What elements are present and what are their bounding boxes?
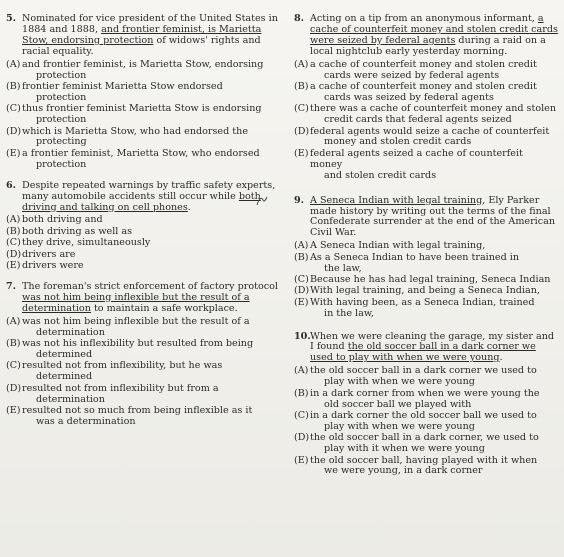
choice-letter: (D) [6, 125, 22, 137]
choice-letter: (B) [294, 387, 309, 399]
choice-text: cards were seized by federal agents [324, 69, 500, 81]
question-number: 6. [6, 179, 17, 191]
choice-text: play with when we were young [324, 376, 475, 388]
answer-choice-d[interactable] [294, 286, 558, 297]
choice-text: was not him being inflexible but the result of a [22, 315, 250, 327]
question-stem [310, 196, 558, 240]
question-9 [294, 196, 558, 320]
choice-letter: (B) [6, 337, 21, 349]
choice-text: in a dark corner the old soccer ball we used to [310, 409, 537, 421]
stem-text: When we were cleaning the garage, my sister and I found [310, 330, 555, 353]
choice-text: As a Seneca Indian to have been trained in [310, 251, 520, 263]
choice-letter: (E) [294, 454, 309, 466]
choice-text: With legal training, and being a Seneca Indian, [310, 285, 540, 297]
question-number: 10. [294, 330, 311, 342]
choice-letter: (A) [294, 365, 309, 377]
underlined-portion: a cache of counterfeit money and stolen credit cards were seized by federal agents [310, 13, 558, 46]
answer-choice-b[interactable] [294, 253, 558, 275]
answer-choice-b[interactable] [294, 389, 558, 411]
choice-text: Because he has had legal training, Seneca Indian [310, 273, 551, 285]
stem-text: during a raid on a local nightclub early yesterday morning. [310, 34, 546, 57]
choice-text: a cache of counterfeit money and stolen credit [310, 58, 537, 70]
choice-letter: (C) [294, 409, 309, 421]
choice-text: the old soccer ball, having played with it when [310, 454, 538, 466]
choice-letter: (D) [294, 285, 310, 297]
underlined-portion: the old soccer ball in a dark corner we used to play with when we were young [310, 341, 536, 364]
choice-text: money and stolen credit cards [324, 136, 472, 148]
answer-choice-a[interactable] [6, 317, 284, 339]
choice-text: we were young, in a dark corner [324, 465, 483, 477]
choice-text: in a dark corner from when we were young the [310, 387, 540, 399]
answer-choice-e[interactable] [6, 149, 284, 171]
question-5 [6, 14, 284, 171]
choice-text: resulted not from inflexibility but from a [22, 382, 219, 394]
question-stem [22, 14, 284, 58]
answer-choice-d[interactable] [6, 384, 284, 406]
choice-text: protection [36, 69, 87, 81]
stem-text: Despite repeated warnings by traffic safety experts, many automobile accidents still occur while [22, 179, 276, 202]
choice-letter: (B) [6, 80, 21, 92]
underlined-portion: and frontier feminist, is Marietta Stow, endorsing protection [22, 23, 262, 46]
underlined-portion: A Seneca Indian with legal training [310, 194, 483, 206]
choice-text: protection [36, 91, 87, 103]
answer-choice-b[interactable] [6, 227, 284, 238]
right-column [294, 14, 558, 486]
question-6 [6, 181, 284, 272]
answer-choice-a[interactable] [294, 366, 558, 388]
choice-text: determined [36, 371, 93, 383]
answer-choice-e[interactable] [6, 406, 284, 428]
choice-text: they drive, simultaneously [22, 237, 151, 249]
answer-choice-c[interactable] [6, 104, 284, 126]
answer-choice-c[interactable] [294, 104, 558, 126]
answer-choice-b[interactable] [6, 339, 284, 361]
choice-text: and frontier feminist, is Marietta Stow, endorsing [22, 58, 264, 70]
answer-choice-c[interactable] [6, 238, 284, 249]
choice-text: which is Marietta Stow, who had endorsed the [22, 125, 249, 137]
answer-choices [294, 60, 558, 182]
choice-letter: (D) [294, 432, 310, 444]
choice-text: thus frontier feminist Marietta Stow is endorsing [22, 103, 262, 115]
choice-letter: (C) [294, 103, 309, 115]
choice-letter: (C) [294, 273, 309, 285]
answer-choice-a[interactable] [6, 60, 284, 82]
answer-choices [6, 215, 284, 272]
choice-text: credit cards that federal agents seized [324, 114, 512, 126]
answer-choice-b[interactable] [6, 82, 284, 104]
choice-letter: (A) [6, 315, 21, 327]
choice-text: frontier feminist Marietta Stow endorsed [22, 80, 223, 92]
choice-letter: (A) [6, 214, 21, 226]
answer-choices [294, 241, 558, 319]
choice-text: was not his inflexibility but resulted from being [22, 337, 254, 349]
answer-choice-d[interactable] [6, 250, 284, 261]
answer-choice-d[interactable] [6, 127, 284, 149]
choice-letter: (C) [6, 237, 21, 249]
choice-text: drivers were [22, 260, 84, 272]
choice-letter: (E) [6, 147, 21, 159]
stem-text: of widows' rights and racial equality. [22, 34, 261, 57]
choice-text: a frontier feminist, Marietta Stow, who endorsed [22, 147, 260, 159]
answer-choice-a[interactable] [6, 215, 284, 226]
choice-letter: (E) [294, 147, 309, 159]
choice-letter: (E) [6, 404, 21, 416]
question-8 [294, 14, 558, 182]
choice-letter: (A) [6, 58, 21, 70]
choice-text: play with it when we were young [324, 443, 485, 455]
choice-letter: (B) [294, 251, 309, 263]
answer-choices [6, 317, 284, 428]
stem-text: to maintain a safe workplace. [90, 302, 238, 314]
choice-letter: (A) [294, 58, 309, 70]
choice-letter: (D) [6, 248, 22, 260]
pencil-mark-icon [256, 196, 268, 208]
choice-text: determination [36, 393, 105, 405]
answer-choice-b[interactable] [294, 82, 558, 104]
choice-letter: (C) [6, 360, 21, 372]
left-column [6, 14, 284, 437]
choice-letter: (D) [6, 382, 22, 394]
choice-text: in the law, [324, 307, 374, 319]
question-stem [310, 14, 558, 58]
question-number: 7. [6, 280, 17, 292]
answer-choice-d[interactable] [294, 127, 558, 149]
answer-choice-d[interactable] [294, 433, 558, 455]
choice-text: cards was seized by federal agents [324, 91, 494, 103]
choice-text: there was a cache of counterfeit money and stolen [310, 103, 557, 115]
choice-text: protecting [36, 136, 87, 148]
choice-letter: (E) [6, 260, 21, 272]
answer-choices [294, 366, 558, 477]
stem-text: , Ely Parker made history by writing out the terms of the final Confederate surrender at the end of the American Civil War. [310, 194, 556, 239]
answer-choice-a[interactable] [294, 241, 558, 252]
answer-choices [6, 60, 284, 171]
answer-choice-e[interactable] [294, 298, 558, 320]
choice-text: old soccer ball we played with [324, 398, 472, 410]
choice-text: play with when we were young [324, 420, 475, 432]
question-stem [22, 181, 284, 214]
choice-text: drivers are [22, 248, 76, 260]
answer-choice-c[interactable] [6, 361, 284, 383]
choice-text: protection [36, 114, 87, 126]
choice-letter: (A) [294, 240, 309, 252]
answer-choice-c[interactable] [294, 411, 558, 433]
question-7 [6, 282, 284, 428]
answer-choice-a[interactable] [294, 60, 558, 82]
answer-choice-e[interactable] [6, 261, 284, 272]
answer-choice-e[interactable] [294, 456, 558, 478]
question-number: 8. [294, 13, 305, 24]
choice-text: federal agents would seize a cache of counterfeit [310, 125, 550, 137]
choice-text: determined [36, 348, 93, 360]
answer-choice-e[interactable] [294, 149, 558, 182]
stem-text: Acting on a tip from an anonymous informant, [310, 13, 538, 24]
underlined-portion: both driving and talking on cell phones [22, 190, 261, 213]
stem-text: Nominated for vice president of the United States in 1884 and 1888, [22, 13, 278, 35]
choice-text: resulted not so much from being inflexible as it [22, 404, 253, 416]
choice-letter: (B) [6, 225, 21, 237]
choice-text: was a determination [36, 415, 136, 427]
choice-text: and stolen credit cards [324, 169, 437, 181]
choice-text: the law, [324, 262, 362, 274]
answer-choice-c[interactable] [294, 275, 558, 286]
stem-text: . [187, 201, 191, 213]
choice-letter: (E) [294, 296, 309, 308]
underlined-portion: was not him being inflexible but the result of a determination [22, 291, 250, 314]
choice-text: With having been, as a Seneca Indian, trained [310, 296, 535, 308]
choice-text: both driving and [22, 214, 103, 226]
question-10 [294, 332, 558, 478]
question-number: 9. [294, 194, 305, 206]
question-stem [310, 332, 558, 365]
choice-text: A Seneca Indian with legal training, [310, 240, 486, 252]
choice-text: a cache of counterfeit money and stolen credit [310, 80, 537, 92]
choice-text: the old soccer ball in a dark corner, we used to [310, 432, 539, 444]
choice-text: determination [36, 326, 105, 338]
question-number: 5. [6, 13, 17, 24]
choice-text: federal agents seized a cache of counterfeit money [310, 147, 523, 170]
choice-letter: (D) [294, 125, 310, 137]
stem-text: The foreman's strict enforcement of factory protocol [22, 280, 278, 292]
choice-letter: (C) [6, 103, 21, 115]
choice-text: resulted not from inflexibility, but he was [22, 360, 223, 372]
choice-text: both driving as well as [22, 225, 133, 237]
choice-text: the old soccer ball in a dark corner we used to [310, 365, 537, 377]
question-stem [22, 282, 284, 315]
stem-text: . [499, 352, 503, 364]
choice-letter: (B) [294, 80, 309, 92]
choice-text: protection [36, 158, 87, 170]
